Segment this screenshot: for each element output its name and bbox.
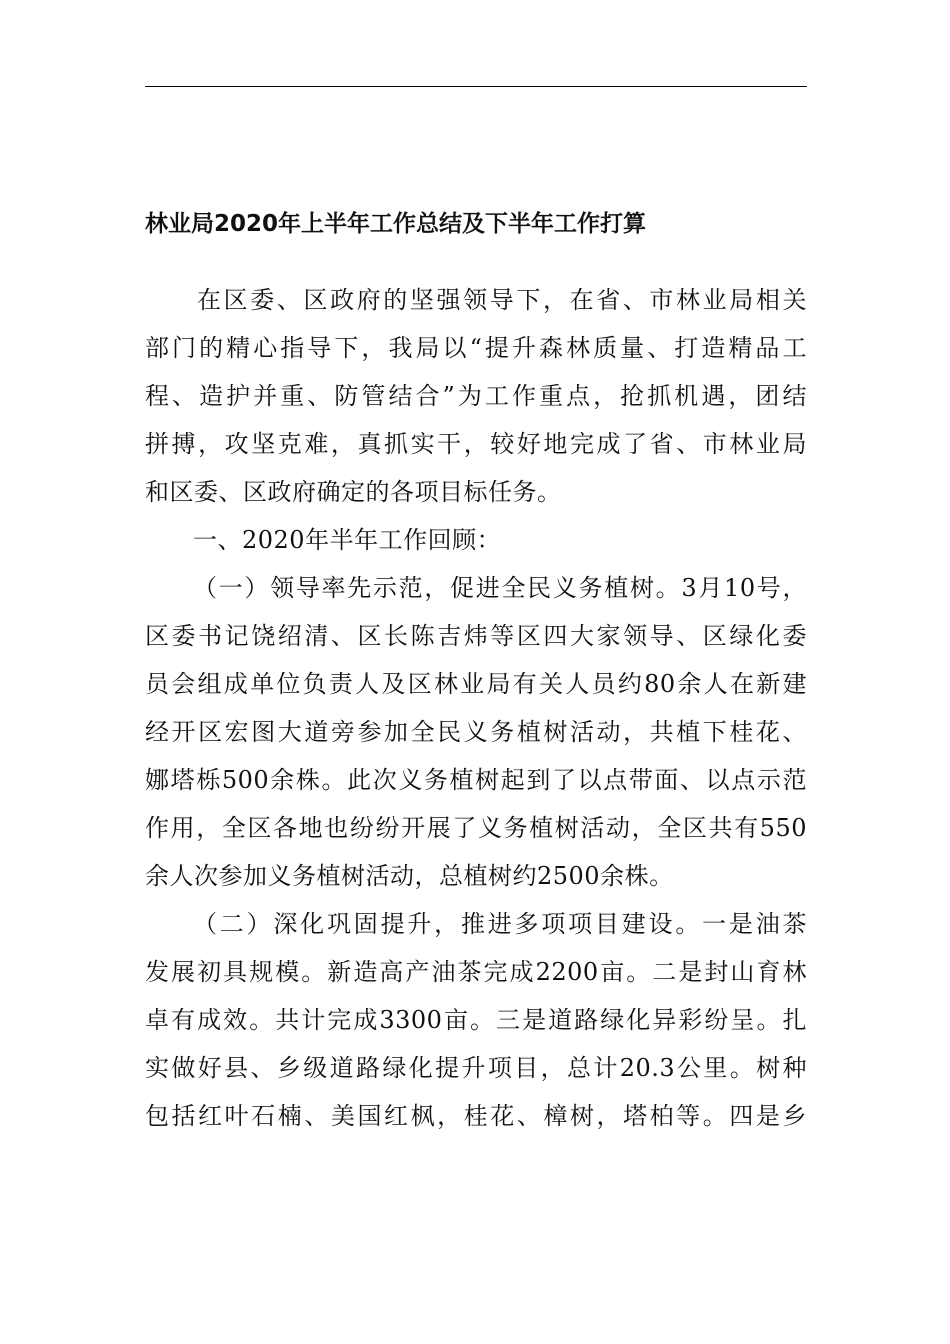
body-line: 实做好县、乡级道路绿化提升项目，总计20.3公里。树种 <box>145 1054 807 1082</box>
body-line: 娜塔栎500余株。此次义务植树起到了以点带面、以点示范 <box>145 766 807 794</box>
body-line: 余人次参加义务植树活动，总植树约2500余株。 <box>145 862 674 890</box>
body-line: 作用，全区各地也纷纷开展了义务植树活动，全区共有550 <box>145 814 807 842</box>
body-line: 经开区宏图大道旁参加全民义务植树活动，共植下桂花、 <box>145 718 807 746</box>
body-line: 程、造护并重、防管结合”为工作重点，抢抓机遇，团结 <box>145 382 807 410</box>
header-rule <box>145 86 807 87</box>
body-line: 员会组成单位负责人及区林业局有关人员约80余人在新建 <box>145 670 807 698</box>
body-line: 卓有成效。共计完成3300亩。三是道路绿化异彩纷呈。扎 <box>145 1006 807 1034</box>
body-line: 拼搏，攻坚克难，真抓实干，较好地完成了省、市林业局 <box>145 430 807 458</box>
body-line: 和区委、区政府确定的各项目标任务。 <box>145 478 562 506</box>
document-body <box>145 276 807 1140</box>
body-line: 部门的精心指导下，我局以“提升森林质量、打造精品工 <box>145 334 807 362</box>
body-line: （二）深化巩固提升，推进多项项目建设。一是油茶 <box>193 910 807 938</box>
document-title: 林业局2020年上半年工作总结及下半年工作打算 <box>145 211 647 237</box>
section-heading: 一、2020年半年工作回顾： <box>193 526 502 554</box>
body-line: （一）领导率先示范，促进全民义务植树。3月10号， <box>193 574 807 602</box>
body-line: 包括红叶石楠、美国红枫，桂花、樟树，塔柏等。四是乡 <box>145 1102 807 1130</box>
body-line: 在区委、区政府的坚强领导下，在省、市林业局相关 <box>197 286 807 314</box>
body-line: 区委书记饶绍清、区长陈吉炜等区四大家领导、区绿化委 <box>145 622 807 650</box>
body-line: 发展初具规模。新造高产油茶完成2200亩。二是封山育林 <box>145 958 807 986</box>
